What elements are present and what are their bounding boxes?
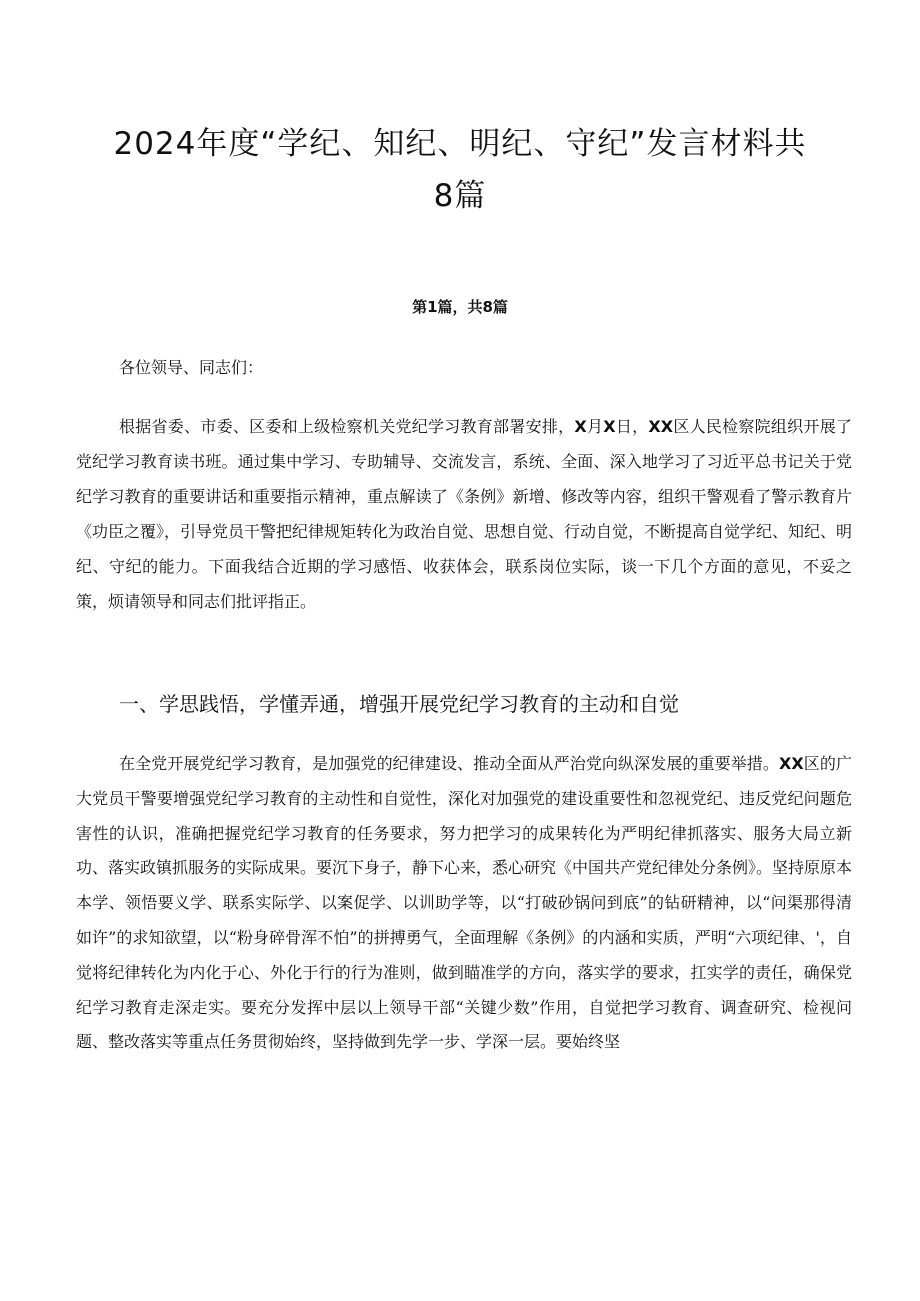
greeting: 各位领导、同志们： <box>119 358 264 377</box>
paragraph-2-text-b: 区的广大党员干警要增强党纪学习教育的主动性和自觉性，深化对加强党的建设重要性和忽视党纪、违反党纪问题危害性的认识，准确把握党纪学习教育的任务要求，努力把学习的成果转化为严明纪律抓落实、服务大局立新功、落实政镇抓服务的实际成果。要沉下身子，静下心来，悉心研究《中国共产党纪律处分条例》。坚持原原本本学、领悟要义学、联系实际学、以案促学、以训助学等，以“打破砂锅问到底”的钻研精神，以“问渠那得清如许”的求知欲望，以“粉身碎骨浑不怕”的拼搏勇气，全面理解《条例》的内涵和实质，严明“六项纪律、'，自觉将纪律转化为内化于心、外化于行的行为准则，做到瞄准学的方向，落实学的要求，扛实学的责任，确保党纪学习教育走深走实。要充分发挥中层以上领导干部“关键少数”作用，自觉把学习教育、调查研究、检视问题、整改落实等重点任务贯彻始终，坚持做到先学一步、学深一层。要始终坚 <box>76 754 853 1052</box>
district-placeholder-2: XX <box>779 754 804 773</box>
document-title <box>60 118 860 222</box>
day-placeholder: X <box>603 417 616 436</box>
title-line-2: 8篇 <box>433 178 487 214</box>
paragraph-1-text-a: 根据省委、市委、区委和上级检察机关党纪学习教育部署安排， <box>119 417 575 436</box>
district-placeholder: XX <box>648 417 674 436</box>
paragraph-1-text-d: 区人民检察院组织开展了党纪学习教育读书班。通过集中学习、专助辅导、交流发言，系统、全面、深入地学习了习近平总书记关于党纪学习教育的重要讲话和重要指示精神，重点解读了《条例》新增、修改等内容，组织干警观看了警示教育片《功臣之覆》，引导党员干警把纪律规矩转化为政治自觉、思想自觉、行动自觉，不断提高自觉学纪、知纪、明纪、守纪的能力。下面我结合近期的学习感悟、收获体会，联系岗位实际，谈一下几个方面的意见，不妥之策，烦请领导和同志们批评指正。 <box>76 417 853 611</box>
paragraph-1 <box>76 409 852 619</box>
title-line-1: 2024年度“学纪、知纪、明纪、守纪”发言材料共 <box>113 126 807 162</box>
paragraph-2 <box>76 747 852 1060</box>
paragraph-1-text-b: 月 <box>586 417 604 436</box>
month-placeholder: X <box>574 417 587 436</box>
section-heading-1: 一、学思践悟，学懂弄通，增强开展党纪学习教育的主动和自觉 <box>119 692 679 716</box>
paragraph-1-text-c: 日， <box>615 417 649 436</box>
paragraph-2-text-a: 在全党开展党纪学习教育，是加强党的纪律建设、推动全面从严治党向纵深发展的重要举措。 <box>119 754 780 773</box>
article-counter: 第1篇，共8篇 <box>412 298 508 316</box>
